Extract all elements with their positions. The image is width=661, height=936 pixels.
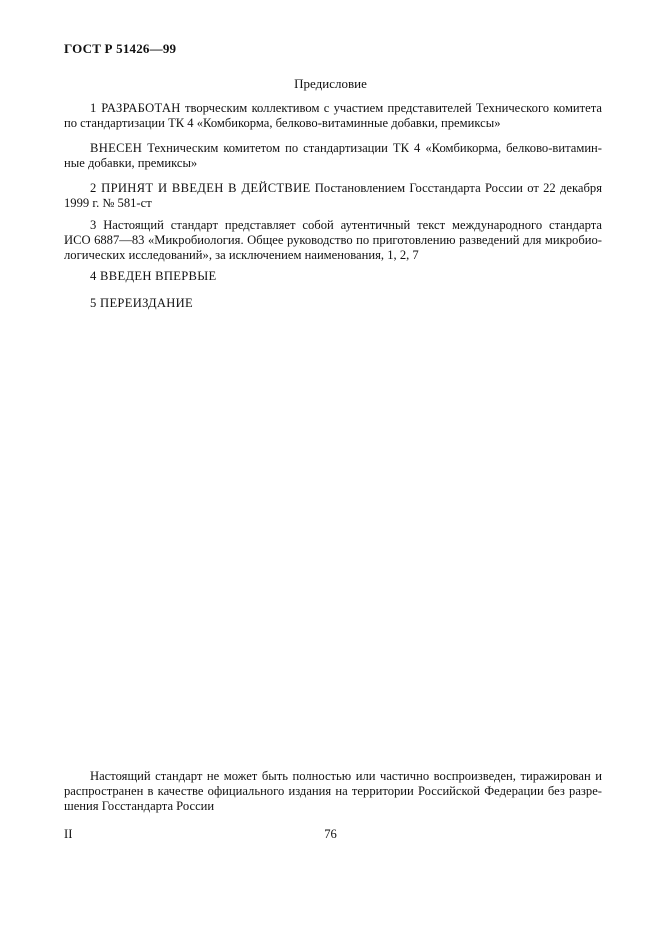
preface-item-2-line-1 <box>64 181 602 196</box>
preface-title: Предисловие <box>294 76 367 91</box>
preface-item-2 <box>64 181 602 211</box>
page-number: 76 <box>324 827 337 841</box>
preface-item-2-lead: 2 ПРИНЯТ И ВВЕДЕН В ДЕЙСТВИЕ <box>90 181 311 195</box>
preface-item-1b-line-1 <box>64 141 602 156</box>
preface-item-1b-line-2: ные добавки, премиксы» <box>64 156 198 170</box>
copyright-notice-line-2: распространен в качестве официального издания на территории Российской Федерации без разре- <box>64 784 602 798</box>
preface-item-1-text: творческим коллективом с участием представителей Технического комитета <box>180 101 602 115</box>
preface-item-2-text: Постановлением Госстандарта России от 22 декабря <box>310 181 603 195</box>
preface-item-5-text: 5 ПЕРЕИЗДАНИЕ <box>90 296 194 310</box>
copyright-notice-line-1: Настоящий стандарт не может быть полностью или частично воспроизведен, тиражирован и <box>90 769 602 783</box>
page-roman-numeral: II <box>64 827 73 841</box>
preface-item-1b-lead: ВНЕСЕН <box>90 141 143 155</box>
preface-item-3 <box>64 218 602 263</box>
document-code: ГОСТ Р 51426—99 <box>64 41 177 56</box>
preface-item-1-lead: 1 РАЗРАБОТАН <box>90 101 181 115</box>
preface-item-1 <box>64 101 602 131</box>
preface-item-4-text: 4 ВВЕДЕН ВПЕРВЫЕ <box>90 269 217 283</box>
copyright-notice <box>64 769 602 814</box>
preface-item-1-line-1 <box>64 101 602 116</box>
preface-item-1-line-2: по стандартизации ТК 4 «Комбикорма, белково-витаминные добавки, премиксы» <box>64 116 501 130</box>
preface-item-3-line-1: 3 Настоящий стандарт представляет собой аутентичный текст международного стандарта <box>90 218 602 232</box>
preface-item-1b-text: Техническим комитетом по стандартизации ТК 4 «Комбикорма, белково-витамин- <box>142 141 602 155</box>
preface-item-3-line-2: ИСО 6887—83 «Микробиология. Общее руководство по приготовлению разведений для микробио- <box>64 233 602 247</box>
preface-item-2-line-2: 1999 г. № 581-ст <box>64 196 152 210</box>
preface-item-1b <box>64 141 602 171</box>
preface-item-3-line-3: логических исследований», за исключением наименования, 1, 2, 7 <box>64 248 419 262</box>
preface-item-5 <box>64 296 602 311</box>
preface-item-4 <box>64 269 602 284</box>
copyright-notice-line-3: шения Госстандарта России <box>64 799 215 813</box>
